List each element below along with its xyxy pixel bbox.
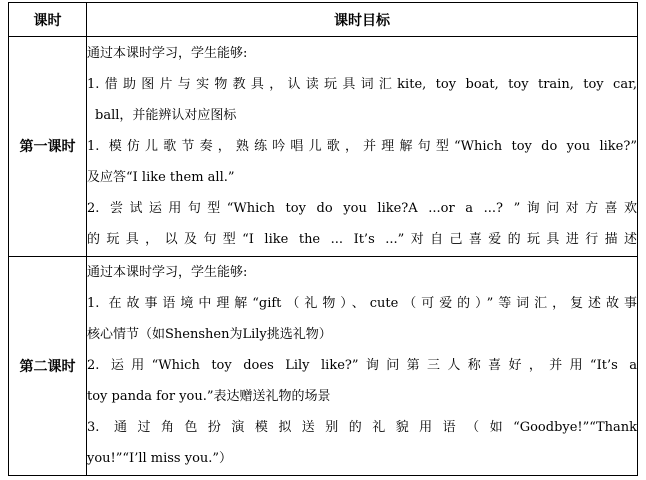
goal-line: 的玩具，以及句型“I like the ... It’s ...”对自己喜爱的玩具进行描述 (87, 231, 637, 247)
goal-line: you!”“I’ll miss you.”） (87, 451, 233, 467)
goal-line: 及应答“I like them all.” (87, 169, 235, 185)
goals-cell (87, 37, 638, 256)
lesson-label: 第一课时 (9, 37, 87, 256)
header-goals: 课时目标 (87, 3, 638, 37)
goal-line: toy panda for you.”表达赠送礼物的场景 (87, 389, 331, 405)
goal-line: 1. 在故事语境中理解“gift（礼物）、cute（可爱的）”等词汇，复述故事 (87, 296, 637, 312)
lesson-goals-table (8, 2, 638, 476)
goal-line: 2. 尝试运用句型“Which toy do you like?A ...or a ...? ”询问对方喜欢 (87, 200, 637, 216)
goal-line: 2. 运用“Which toy does Lily like?”询问第三人称喜好，并用“It’s a (87, 358, 637, 374)
goals-cell (87, 256, 638, 475)
table-header-row (9, 3, 638, 37)
goal-line: 通过本课时学习，学生能够: (87, 265, 248, 281)
goal-line: ball，并能辨认对应图标 (95, 107, 237, 123)
goal-line: 通过本课时学习，学生能够: (87, 45, 248, 61)
table-row-lesson-2 (9, 256, 638, 475)
goal-line: 核心情节（如Shenshen为Lily挑选礼物） (87, 327, 332, 343)
table-row-lesson-1 (9, 37, 638, 256)
lesson-label: 第二课时 (9, 256, 87, 475)
goal-line: 3. 通过角色扮演模拟送别的礼貌用语（如“Goodbye!”“Thank (87, 420, 637, 436)
goal-line: 1. 模仿儿歌节奏，熟练吟唱儿歌，并理解句型“Which toy do you like?” (87, 138, 637, 154)
header-lesson: 课时 (9, 3, 87, 37)
goal-line: 1.借助图片与实物教具，认读玩具词汇kite, toy boat, toy train, toy car, (87, 76, 637, 92)
